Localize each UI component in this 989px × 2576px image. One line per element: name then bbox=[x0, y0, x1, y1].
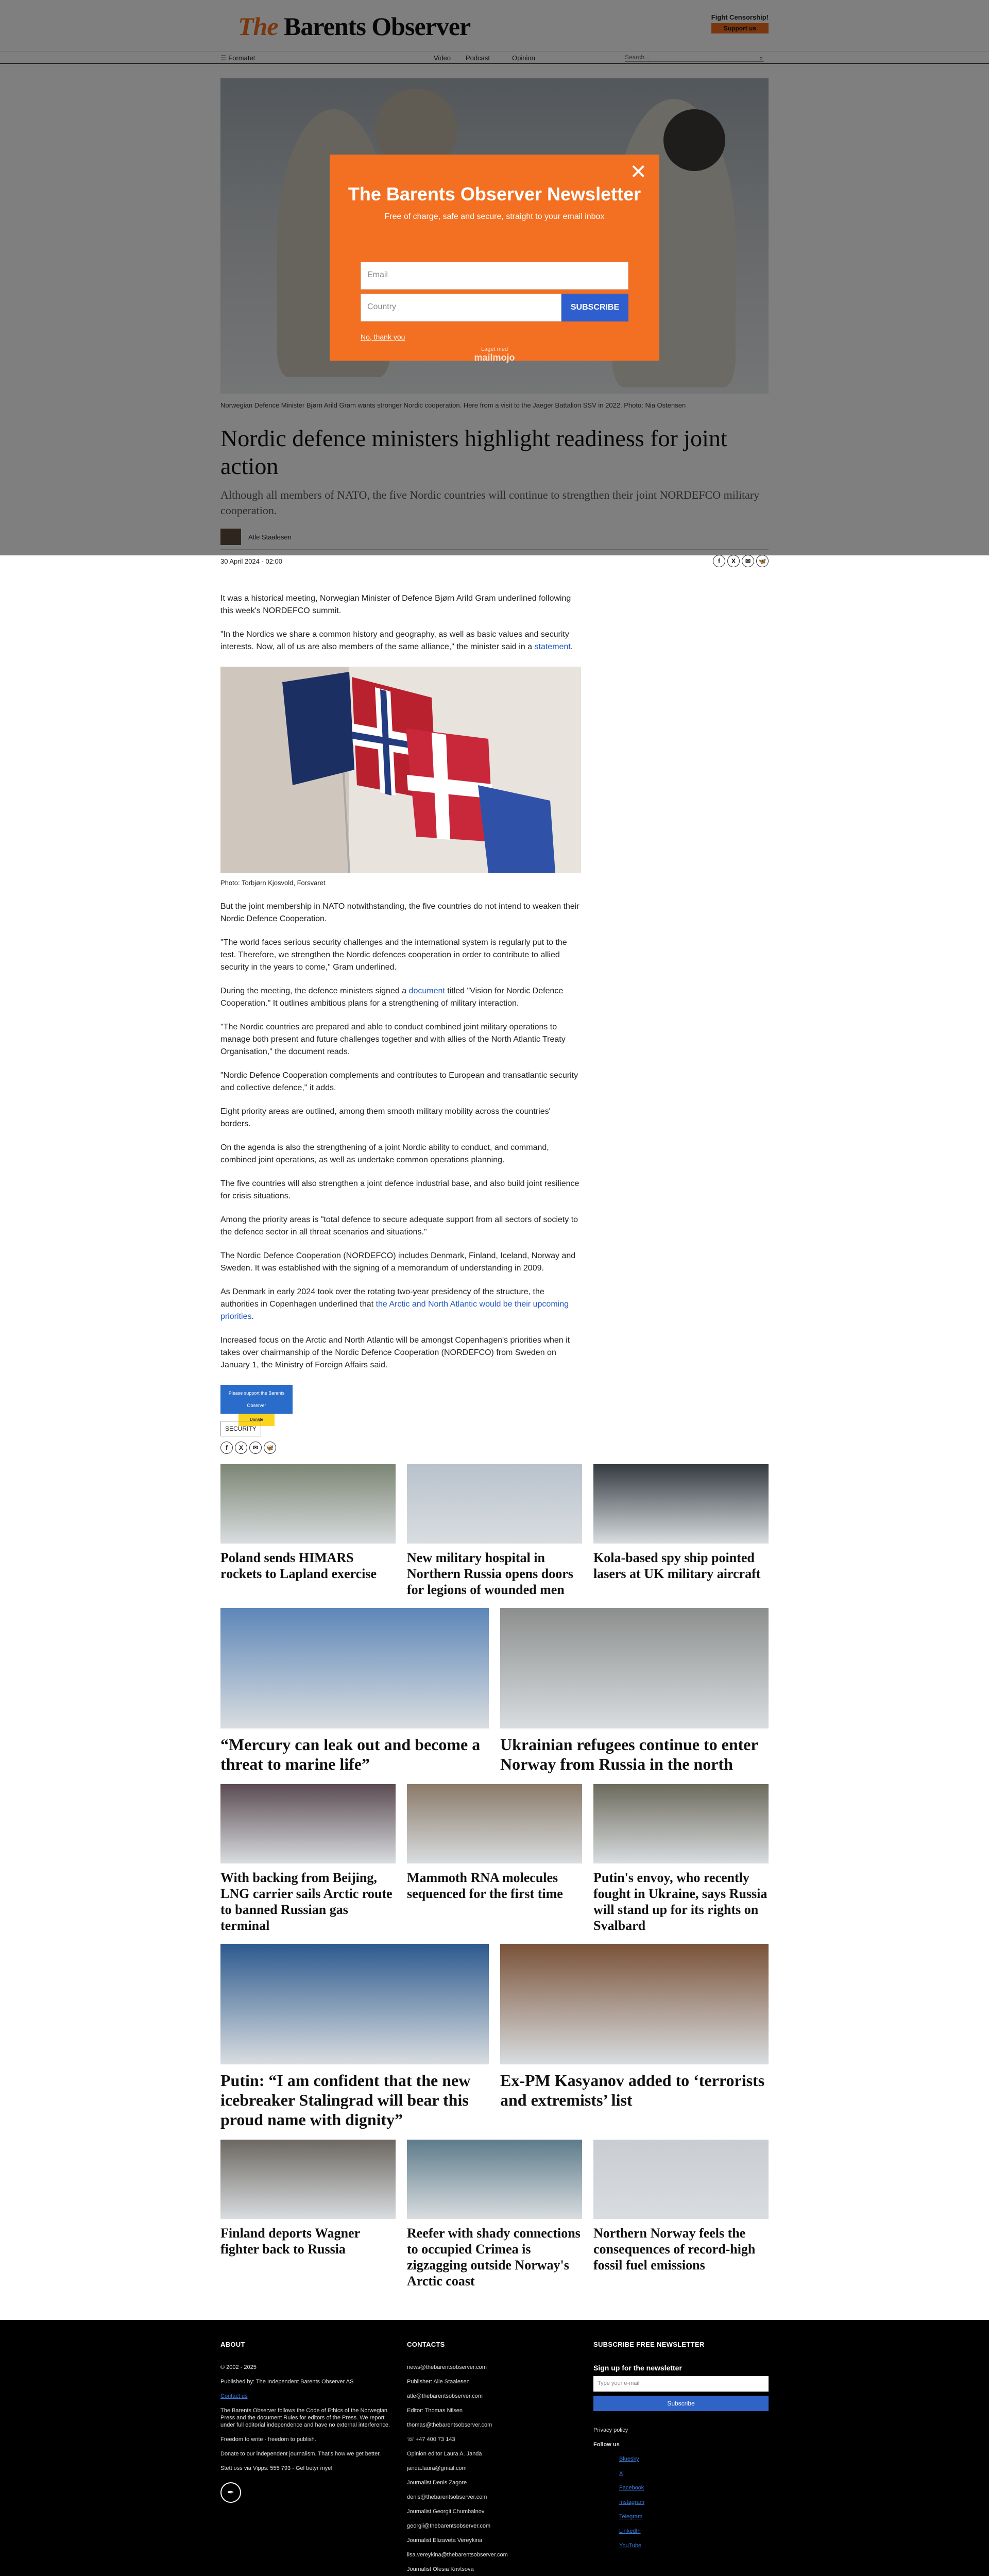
related-image bbox=[220, 1944, 489, 2064]
email-icon[interactable]: ✉ bbox=[249, 1442, 262, 1454]
article-body bbox=[220, 592, 581, 1454]
related-card[interactable]: New military hospital in Northern Russia opens doors for legions of wounded men bbox=[407, 1464, 582, 1598]
related-image bbox=[500, 1944, 769, 2064]
share-buttons bbox=[713, 555, 769, 567]
facebook-icon[interactable]: f bbox=[220, 1442, 233, 1454]
related-card[interactable]: Ex-PM Kasyanov added to ‘terrorists and extremists’ list bbox=[500, 1944, 769, 2129]
social-youtube[interactable]: YouTube bbox=[619, 2543, 642, 2549]
related-card[interactable]: Poland sends HIMARS rockets to Lapland exercise bbox=[220, 1464, 396, 1598]
modal-subtitle: Free of charge, safe and secure, straight to your email inbox bbox=[384, 212, 605, 221]
related-card[interactable]: Kola-based spy ship pointed lasers at UK military aircraft bbox=[593, 1464, 769, 1598]
social-facebook[interactable]: Facebook bbox=[619, 2485, 644, 2491]
document-link[interactable]: document bbox=[408, 987, 445, 995]
related-row-1 bbox=[220, 1464, 769, 1598]
close-icon[interactable]: ✕ bbox=[629, 161, 647, 183]
tag-security[interactable]: SECURITY bbox=[220, 1421, 261, 1436]
facebook-icon[interactable]: f bbox=[713, 555, 725, 567]
paragraph: On the agenda is also the strengthening of a joint Nordic ability to conduct, and command, combined joint operations, as well as undertake common operations planning. bbox=[220, 1143, 549, 1164]
donate-button[interactable]: Donate bbox=[238, 1414, 275, 1426]
related-card[interactable]: “Mercury can leak out and become a threat to marine life” bbox=[220, 1608, 489, 1774]
social-bluesky[interactable]: Bluesky bbox=[619, 2456, 639, 2462]
paragraph: "In the Nordics we share a common history and geography, as well as basic values and security interests. Now, all of us are also members of the same alliance," the minister said in a statement. bbox=[220, 630, 573, 651]
paragraph: As Denmark in early 2024 took over the rotating two-year presidency of the structure, the authorities in Copenhagen underlined that the Arctic and North Atlantic would be their upcoming priorities. bbox=[220, 1287, 569, 1321]
related-image bbox=[407, 1784, 582, 1863]
related-row-5 bbox=[220, 2140, 769, 2289]
share-buttons-bottom bbox=[220, 1442, 581, 1454]
paragraph: "The world faces serious security challenges and the international system is regularly put to the test. Therefore, we strengthen the Nordic defences cooperation in order to contribute to allied security in the years to come," Gram underlined. bbox=[220, 938, 567, 972]
social-linkedin[interactable]: LinkedIn bbox=[619, 2528, 641, 2534]
related-card[interactable]: Ukrainian refugees continue to enter Norway from Russia in the north bbox=[500, 1608, 769, 1774]
paragraph: It was a historical meeting, Norwegian Minister of Defence Bjørn Arild Gram underlined following this week's NORDEFCO summit. bbox=[220, 594, 571, 615]
newsletter-modal bbox=[330, 155, 659, 361]
footer-newsletter: SUBSCRIBE FREE NEWSLETTER Sign up for the newsletter Type your e-mail Subscribe Privacy policy Follow us Bluesky X Facebook Instagram Telegram LinkedIn YouTube bbox=[593, 2341, 769, 2576]
paragraph: Eight priority areas are outlined, among them smooth military mobility across the countries' borders. bbox=[220, 1107, 551, 1128]
press-badge-icon: ✒ bbox=[220, 2482, 241, 2503]
paragraph: The five countries will also strengthen a joint defence industrial base, and also build joint resilience for crisis situations. bbox=[220, 1179, 579, 1200]
social-x[interactable]: X bbox=[619, 2470, 623, 2477]
paragraph: The Nordic Defence Cooperation (NORDEFCO) includes Denmark, Finland, Iceland, Norway and Sweden. It was established with the signing of a memorandum of understanding in 2009. bbox=[220, 1251, 576, 1273]
bluesky-icon[interactable]: 🦋 bbox=[756, 555, 769, 567]
related-card[interactable]: Mammoth RNA molecules sequenced for the first time bbox=[407, 1784, 582, 1934]
paragraph: Among the priority areas is "total defence to secure adequate support from all sectors of society to the defence sector in all threat scenarios and situations." bbox=[220, 1215, 578, 1236]
contact-link[interactable]: Contact us bbox=[220, 2393, 248, 2399]
email-input[interactable]: Email bbox=[361, 262, 628, 290]
related-card[interactable]: Putin's envoy, who recently fought in Ukraine, says Russia will stand up for its rights on Svalbard bbox=[593, 1784, 769, 1934]
related-image bbox=[220, 2140, 396, 2219]
related-image bbox=[407, 2140, 582, 2219]
country-select[interactable]: Country bbox=[361, 294, 561, 321]
related-row-3 bbox=[220, 1784, 769, 1934]
x-icon[interactable]: X bbox=[235, 1442, 247, 1454]
related-card[interactable]: Putin: “I am confident that the new icebreaker Stalingrad will bear this proud name with dignity” bbox=[220, 1944, 489, 2129]
email-icon[interactable]: ✉ bbox=[742, 555, 754, 567]
related-image bbox=[500, 1608, 769, 1728]
privacy-link[interactable]: Privacy policy bbox=[593, 2427, 628, 2433]
social-telegram[interactable]: Telegram bbox=[619, 2514, 643, 2520]
statement-link[interactable]: statement bbox=[534, 642, 571, 651]
related-card[interactable]: Finland deports Wagner fighter back to Russia bbox=[220, 2140, 396, 2289]
paragraph: "The Nordic countries are prepared and able to conduct combined joint military operations to manage both present and future challenges together and with allies of the North Atlantic Treaty Organisation," the document reads. bbox=[220, 1023, 566, 1056]
flags-photo bbox=[220, 667, 581, 873]
subscribe-button[interactable]: SUBSCRIBE bbox=[561, 294, 628, 321]
paragraph: Increased focus on the Arctic and North Atlantic will be amongst Copenhagen's priorities when it takes over chairmanship of the Nordic Defence Cooperation (NORDEFCO) from Sweden on January 1, the Ministry of Foreign Affairs said. bbox=[220, 1336, 570, 1369]
related-image bbox=[220, 1608, 489, 1728]
related-image bbox=[593, 2140, 769, 2219]
publish-date: 30 April 2024 - 02:00 bbox=[220, 557, 282, 565]
related-image bbox=[593, 1464, 769, 1544]
footer-subscribe-button[interactable]: Subscribe bbox=[593, 2396, 769, 2411]
related-card[interactable]: Northern Norway feels the consequences of record-high fossil fuel emissions bbox=[593, 2140, 769, 2289]
footer-contacts: CONTACTS news@thebarentsobserver.com Publisher: Alle Staalesen atle@thebarentsobserver.com Editor: Thomas Nilsen thomas@thebarentsobserver.com ☏ +47 400 73 143 Opinion editor Laura A. Janda janda.laura@gmail.com Journalist Denis Zagore denis@thebarentsobserver.com Journalist Georgii Chumbalnov georgii@thebarentsobserver.com Journalist Elizaveta Vereykina lisa.vereykina@thebarentsobserver.com Journalist Olesia Krivtsova bbox=[407, 2341, 508, 2572]
related-image bbox=[593, 1784, 769, 1863]
related-row-4 bbox=[220, 1944, 769, 2129]
no-thanks-link[interactable]: No, thank you bbox=[361, 333, 405, 341]
mailmojo-credit: Laget med mailmojo bbox=[474, 346, 515, 363]
related-image bbox=[407, 1464, 582, 1544]
related-card[interactable]: With backing from Beijing, LNG carrier sails Arctic route to banned Russian gas terminal bbox=[220, 1784, 396, 1934]
footer-about: ABOUT © 2002 - 2025 Published by: The Independent Barents Observer AS Contact us The Barents Observer follows the Code of Ethics of the Norwegian Press and the document Rules for editors of the Press. We report under full editorial independence and have no external interference. Freedom to write - freedom to publish. Donate to our independent journalism. That's how we get better. Stett oss via Vipps: 555 793 - Gel betyr mye! ✒ bbox=[220, 2341, 396, 2576]
photo-caption: Photo: Torbjørn Kjosvold, Forsvaret bbox=[220, 879, 326, 887]
priorities-link[interactable]: the Arctic and North Atlantic would be their upcoming priorities bbox=[220, 1300, 569, 1321]
x-icon[interactable]: X bbox=[727, 555, 740, 567]
paragraph: But the joint membership in NATO notwithstanding, the five countries do not intend to weaken their Nordic Defence Cooperation. bbox=[220, 902, 579, 923]
donate-promo[interactable]: Please support the Barents Observer Donate bbox=[220, 1385, 293, 1414]
related-row-2 bbox=[220, 1608, 769, 1774]
modal-title: The Barents Observer Newsletter bbox=[348, 183, 641, 205]
paragraph: "Nordic Defence Cooperation complements and contributes to European and transatlantic security and collective defence," it adds. bbox=[220, 1071, 578, 1092]
related-image bbox=[220, 1784, 396, 1863]
related-image bbox=[220, 1464, 396, 1544]
social-instagram[interactable]: Instagram bbox=[619, 2499, 644, 2505]
bluesky-icon[interactable]: 🦋 bbox=[264, 1442, 276, 1454]
site-footer bbox=[0, 2320, 989, 2576]
footer-email-input[interactable]: Type your e-mail bbox=[593, 2376, 769, 2392]
related-card[interactable]: Reefer with shady connections to occupied Crimea is zigzagging outside Norway's Arctic coast bbox=[407, 2140, 582, 2289]
paragraph: During the meeting, the defence ministers signed a document titled "Vision for Nordic Defence Cooperation." It outlines ambitious plans for a strengthening of military interaction. bbox=[220, 987, 564, 1008]
